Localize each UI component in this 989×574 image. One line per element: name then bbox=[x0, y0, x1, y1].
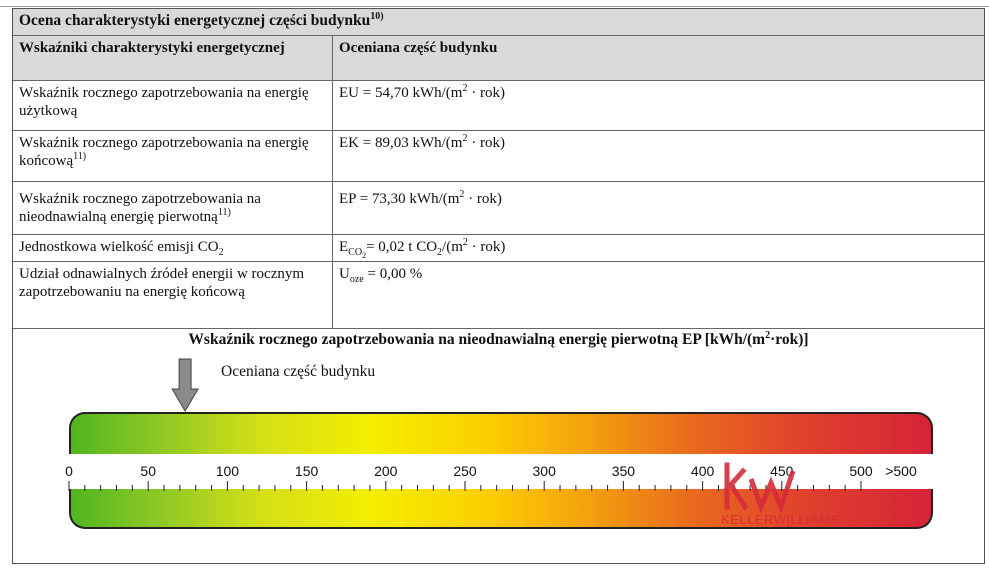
tick-label: 450 bbox=[770, 463, 794, 479]
marker-arrow-icon bbox=[172, 359, 198, 411]
tick-label: 100 bbox=[215, 463, 240, 479]
column-header-indicators: Wskaźniki charakterystyki energetycznej bbox=[13, 36, 332, 80]
page-top-border bbox=[0, 0, 989, 7]
row-co2-emission-value: $E_{CO_2}= 0,02$ t $CO_2/(m^2 \cdot rok)$ bbox=[339, 237, 506, 260]
row-useful-energy-value: EU = 54,70 kWh/$(m^2 \cdot rok)$ bbox=[339, 83, 505, 101]
tick-label: 50 bbox=[140, 463, 156, 479]
tick-label: 150 bbox=[294, 463, 319, 479]
tick-label: 300 bbox=[532, 463, 556, 479]
row-final-energy-label: Wskaźnik rocznego zapotrzebowania na energię końcową$^{11)}$ bbox=[19, 135, 309, 169]
overflow-tick-label: >500 bbox=[885, 463, 917, 479]
tick-label: 0 bbox=[65, 463, 73, 479]
tick-label: 200 bbox=[374, 463, 398, 479]
row-useful-energy-label: Wskaźnik rocznego zapotrzebowania na energię użytkową bbox=[19, 85, 309, 119]
marker-arrow-shape bbox=[172, 359, 198, 411]
row-co2-emission-label: Jednostkowa wielkość emisji $CO_2$ bbox=[19, 239, 224, 258]
row-renewable-share-value: $U_{oze} = 0,00$ % bbox=[339, 266, 423, 285]
section-title-footnote: 10) bbox=[370, 10, 384, 22]
energy-assessment-table bbox=[12, 8, 985, 564]
section-title: Ocena charakterystyki energetycznej części budynku bbox=[19, 12, 371, 29]
tick-label: 350 bbox=[611, 463, 636, 479]
kw-brand-text: KELLERWILLIAMS. bbox=[721, 512, 844, 527]
energy-scale-axis bbox=[13, 9, 984, 565]
row-primary-energy-value: EP = 73,30 kWh/$(m^2 \cdot rok)$ bbox=[339, 189, 502, 207]
row-final-energy-value: EK = 89,03 kWh/$(m^2 \cdot rok)$ bbox=[339, 133, 505, 151]
scale-title: Wskaźnik rocznego zapotrzebowania na nieodnawialną energię pierwotną EP $[kWh/(m^2\cdot rok)]$ bbox=[188, 329, 809, 348]
tick-label: 400 bbox=[690, 463, 715, 479]
tick-label: 250 bbox=[453, 463, 477, 479]
row-renewable-share-label: Udział odnawialnych źródeł energii w rocznym zapotrzebowaniu na energię końcową bbox=[19, 266, 305, 300]
column-header-assessed-part: Oceniana część budynku bbox=[333, 36, 984, 80]
kw-logo-icon bbox=[721, 461, 801, 513]
marker-label: Oceniana część budynku bbox=[221, 363, 376, 380]
row-primary-energy-label: Wskaźnik rocznego zapotrzebowania na nieodnawialną energię pierwotną$^{11)}$ bbox=[19, 191, 261, 225]
tick-label: 500 bbox=[849, 463, 873, 479]
